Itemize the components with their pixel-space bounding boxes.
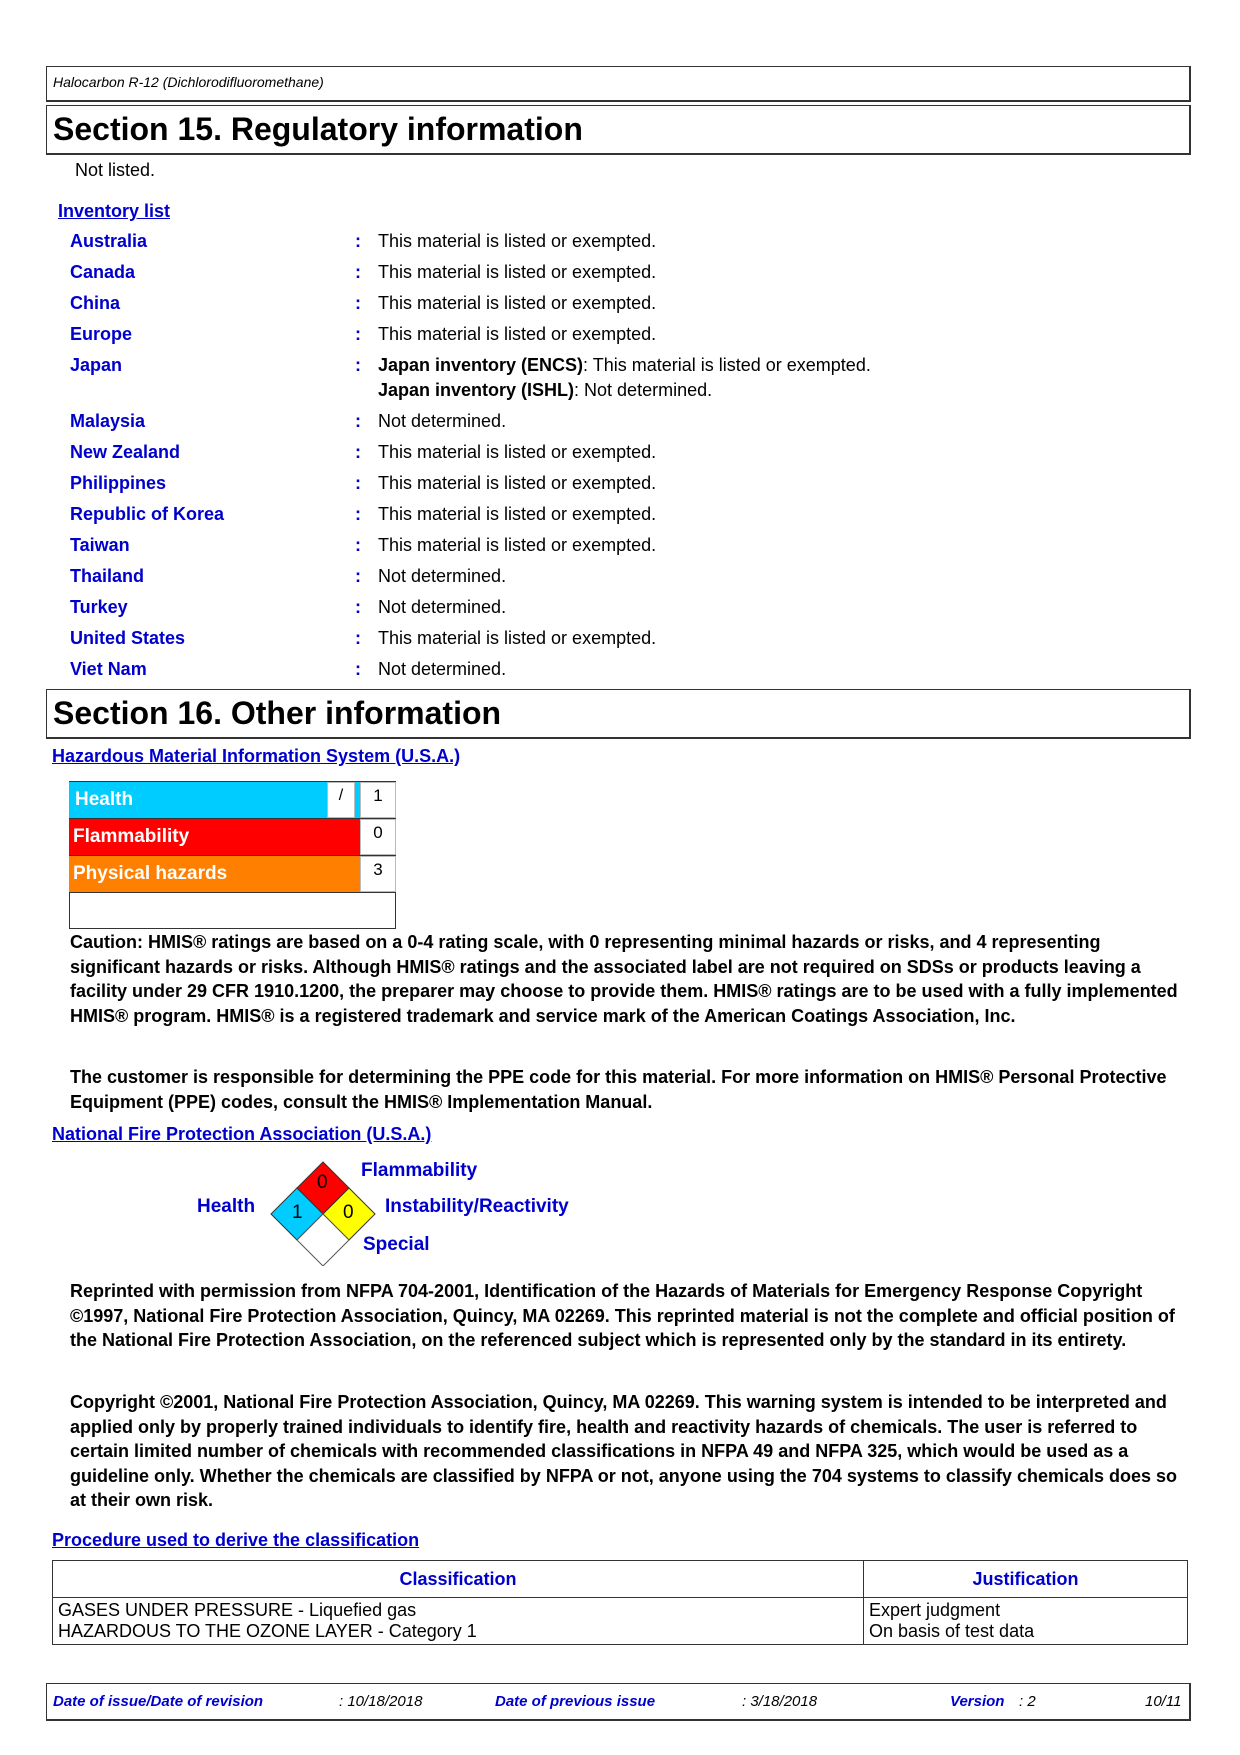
hmis-label <box>69 781 396 929</box>
nfpa-instability-label: Instability/Reactivity <box>385 1196 569 1217</box>
inventory-country: Europe <box>70 324 133 344</box>
version-label: Version <box>950 1693 1005 1710</box>
hmis-caution-text: Caution: HMIS® ratings are based on a 0-4 rating scale, with 0 representing minimal hazards or risks, and 4 representing significant hazards or risks. Although HMIS® ratings and the associated label are not required on SDSs or products leaving a facility under 29 CFR 1910.1200, the preparer may choose to provide them. HMIS® ratings are to be used with a fully implemented HMIS® program. HMIS® is a registered trademark and service mark of the American Coatings Association, Inc. <box>70 932 1178 1026</box>
issue-date-value: : 10/18/2018 <box>339 1693 423 1710</box>
colon: : <box>355 231 361 251</box>
nfpa-reprint-text: Reprinted with permission from NFPA 704-2001, Identification of the Hazards of Materials for Emergency Response Copyright ©1997, National Fire Protection Association, Quincy, MA 02269. This reprinted material is not the complete and official position of the National Fire Protection Association, on the referenced subject which is represented only by the standard in its entirety. <box>70 1281 1175 1350</box>
japan-encs-value: : This material is listed or exempted. <box>583 355 871 375</box>
hmis-row-health <box>69 781 396 819</box>
colon: : <box>355 411 361 431</box>
inventory-status: This material is listed or exempted. <box>378 324 657 344</box>
inventory-row-japan <box>70 355 1170 405</box>
inventory-row-taiwan <box>70 535 1170 563</box>
hmis-physical-value: 3 <box>360 856 396 892</box>
table-header-row <box>53 1561 1188 1598</box>
nfpa-heading[interactable]: National Fire Protection Association (U.S.A.) <box>52 1124 432 1144</box>
classification-table <box>52 1560 1188 1645</box>
inventory-country: Viet Nam <box>70 659 147 679</box>
inventory-status: This material is listed or exempted. <box>378 628 657 648</box>
inventory-row-viet-nam <box>70 659 1170 687</box>
inventory-status: This material is listed or exempted. <box>378 535 657 555</box>
hmis-health-label: Health <box>69 782 360 818</box>
inventory-status: This material is listed or exempted. <box>378 231 657 251</box>
colon: : <box>355 535 361 555</box>
japan-ishl-label: Japan inventory (ISHL) <box>378 380 575 400</box>
inventory-country: Australia <box>70 231 148 251</box>
colon: : <box>355 442 361 462</box>
japan-ishl-value: : Not determined. <box>574 380 713 400</box>
justification-cell <box>864 1598 1188 1645</box>
inventory-row-new-zealand <box>70 442 1170 470</box>
colon: : <box>355 355 361 375</box>
inventory-row-europe <box>70 324 1170 352</box>
justification-item: Expert judgment <box>869 1600 1001 1620</box>
document-header <box>46 66 1191 102</box>
page-number: 10/11 <box>1145 1693 1182 1710</box>
japan-encs-label: Japan inventory (ENCS) <box>378 355 584 375</box>
colon: : <box>355 504 361 524</box>
inventory-country: Philippines <box>70 473 167 493</box>
column-header-justification: Justification <box>864 1561 1188 1598</box>
inventory-status: Not determined. <box>378 411 507 431</box>
inventory-row-turkey <box>70 597 1170 625</box>
inventory-country: Republic of Korea <box>70 504 225 524</box>
inventory-status: This material is listed or exempted. <box>378 473 657 493</box>
section-15-title: Section 15. Regulatory information <box>53 111 583 147</box>
table-row <box>53 1598 1188 1645</box>
inventory-row-united-states <box>70 628 1170 656</box>
previous-issue-label: Date of previous issue <box>495 1693 656 1710</box>
nfpa-copyright-text: Copyright ©2001, National Fire Protection Association, Quincy, MA 02269. This warning system is intended to be interpreted and applied only by properly trained individuals to identify fire, health and reactivity hazards of chemicals. The user is referred to certain limited number of chemicals with recommended classifications in NFPA 49 and NFPA 325, which would be used as a guideline only. Whether the chemicals are classified by NFPA or not, anyone using the 704 systems to classify chemicals does so at their own risk. <box>70 1392 1178 1510</box>
hmis-row-physical <box>69 856 396 893</box>
hmis-ppe-box <box>69 893 396 929</box>
hmis-heading[interactable]: Hazardous Material Information System (U.S.A.) <box>52 746 461 766</box>
nfpa-flammability-value: 0 <box>317 1172 328 1193</box>
inventory-country: United States <box>70 628 186 648</box>
inventory-status: This material is listed or exempted. <box>378 442 657 462</box>
product-name: Halocarbon R-12 (Dichlorodifluoromethane) <box>53 74 324 90</box>
hmis-ppe-note: The customer is responsible for determining the PPE code for this material. For more information on HMIS® Personal Protective Equipment (PPE) codes, consult the HMIS® Implementation Manual. <box>70 1067 1167 1112</box>
inventory-country: Turkey <box>70 597 128 617</box>
inventory-country: Thailand <box>70 566 145 586</box>
inventory-country: New Zealand <box>70 442 181 462</box>
hmis-row-flammability <box>69 819 396 856</box>
inventory-status-ishl <box>378 380 712 401</box>
inventory-row-canada <box>70 262 1170 290</box>
previous-issue-value: : 3/18/2018 <box>742 1693 818 1710</box>
not-listed-text: Not listed. <box>75 160 156 180</box>
hmis-flammability-value: 0 <box>360 819 396 855</box>
section-15-header <box>46 105 1191 155</box>
inventory-status: This material is listed or exempted. <box>378 504 657 524</box>
inventory-country: Japan <box>70 355 123 375</box>
inventory-row-australia <box>70 231 1170 259</box>
nfpa-health-label: Health <box>197 1196 256 1217</box>
inventory-country: Malaysia <box>70 411 146 431</box>
inventory-row-malaysia <box>70 411 1170 439</box>
inventory-list-heading[interactable]: Inventory list <box>58 201 171 221</box>
colon: : <box>355 324 361 344</box>
inventory-row-korea <box>70 504 1170 532</box>
inventory-row-thailand <box>70 566 1170 594</box>
hmis-flammability-label: Flammability <box>69 819 360 855</box>
inventory-country: China <box>70 293 121 313</box>
colon: : <box>355 566 361 586</box>
colon: : <box>355 597 361 617</box>
document-footer <box>46 1683 1191 1721</box>
hmis-chronic-indicator: / <box>327 782 355 818</box>
classification-item: HAZARDOUS TO THE OZONE LAYER - Category 1 <box>58 1621 477 1641</box>
colon: : <box>355 628 361 648</box>
inventory-status: This material is listed or exempted. <box>378 262 657 282</box>
inventory-status-encs <box>378 355 871 376</box>
nfpa-flammability-label: Flammability <box>361 1160 478 1181</box>
nfpa-special-label: Special <box>363 1234 430 1255</box>
issue-date-label: Date of issue/Date of revision <box>53 1693 264 1710</box>
colon: : <box>355 659 361 679</box>
inventory-country: Canada <box>70 262 136 282</box>
classification-item: GASES UNDER PRESSURE - Liquefied gas <box>58 1600 417 1620</box>
hmis-health-value: 1 <box>360 782 396 818</box>
colon: : <box>355 293 361 313</box>
colon: : <box>355 262 361 282</box>
inventory-status: Not determined. <box>378 659 507 679</box>
nfpa-instability-value: 0 <box>343 1202 354 1223</box>
inventory-row-china <box>70 293 1170 321</box>
colon: : <box>355 473 361 493</box>
hmis-physical-label: Physical hazards <box>69 856 360 892</box>
section-16-title: Section 16. Other information <box>53 695 502 731</box>
nfpa-health-value: 1 <box>292 1202 303 1223</box>
classification-cell <box>53 1598 864 1645</box>
inventory-country: Taiwan <box>70 535 130 555</box>
inventory-status: Not determined. <box>378 566 507 586</box>
procedure-heading[interactable]: Procedure used to derive the classification <box>52 1530 420 1550</box>
inventory-status: Not determined. <box>378 597 507 617</box>
justification-item: On basis of test data <box>869 1621 1035 1641</box>
section-16-header <box>46 689 1191 739</box>
column-header-classification: Classification <box>53 1561 864 1598</box>
inventory-row-philippines <box>70 473 1170 501</box>
inventory-status: This material is listed or exempted. <box>378 293 657 313</box>
version-value: : 2 <box>1019 1693 1036 1710</box>
